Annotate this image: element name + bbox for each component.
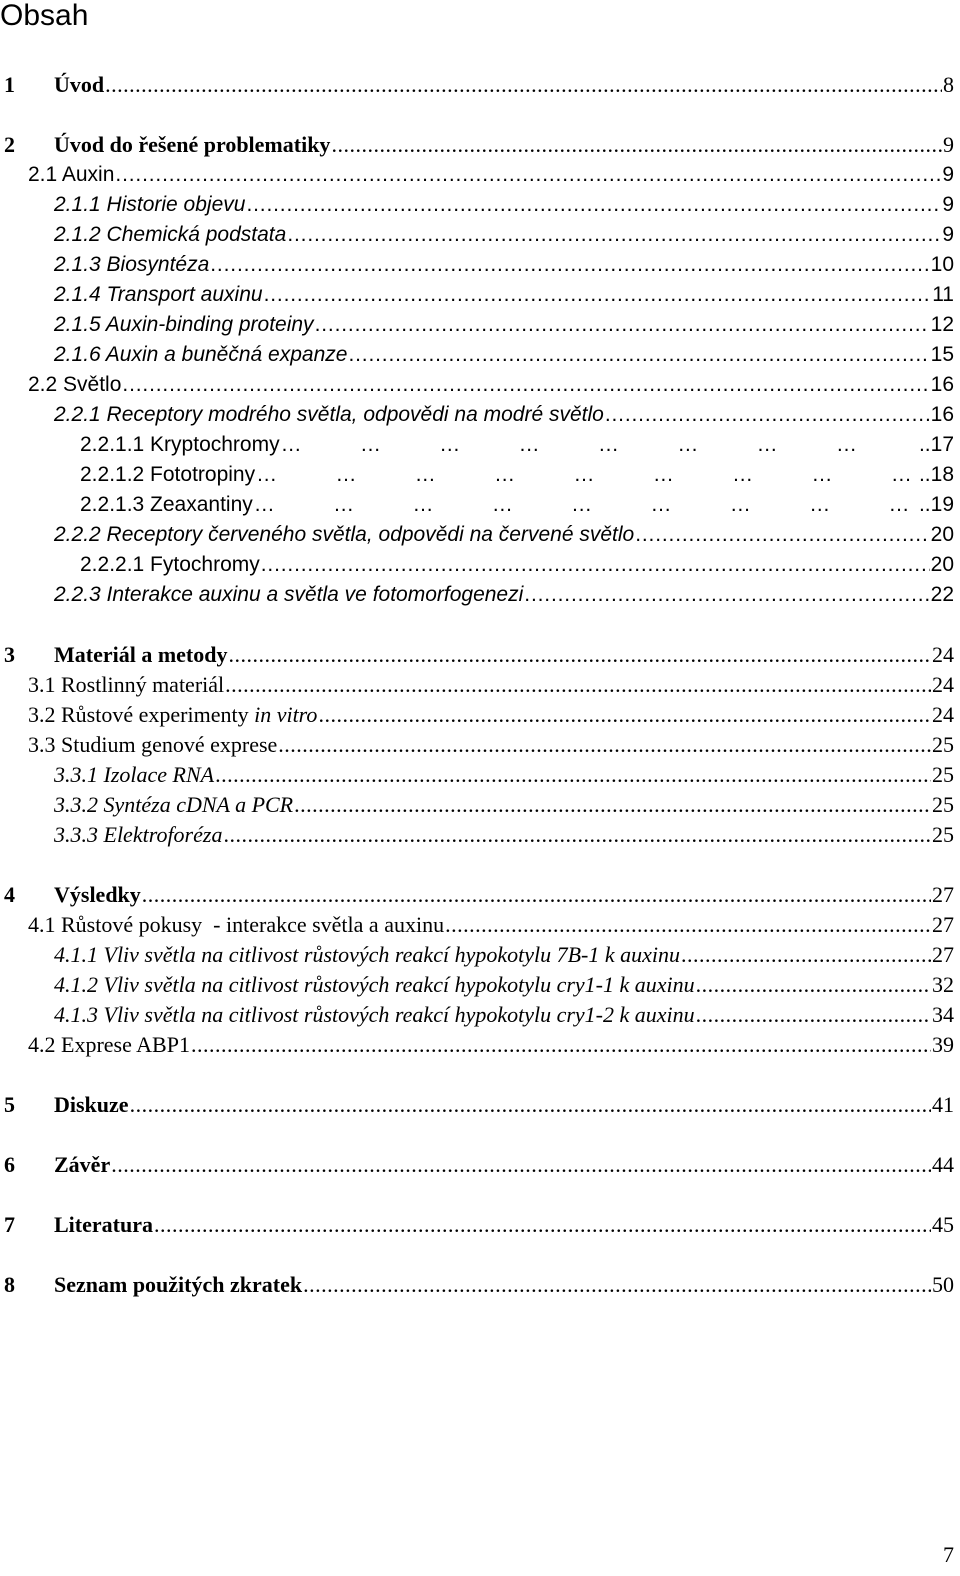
toc-leader [111,1150,931,1180]
toc-leader [318,700,931,730]
toc-entry-title: 3.1 Rostlinný materiál [28,672,225,697]
toc-page-number: 9 [942,163,954,186]
toc-leader [681,940,931,970]
toc-entry-title [28,700,317,730]
toc-entry-title: 2.1.4 Transport auxinu [54,283,263,306]
toc-page-number: 12 [930,313,954,336]
toc-page-number: ..19 [918,493,954,516]
toc-entry-1[interactable] [4,70,954,100]
toc-entry-4-1-3[interactable] [54,1000,954,1030]
toc-leader [281,430,918,460]
toc-leader [210,250,929,280]
toc-chapter-number: 4 [4,882,15,907]
toc-entry-2-1-5[interactable] [54,310,954,340]
toc-page-number: 24 [932,642,954,667]
toc-entry-6[interactable] [4,1150,954,1180]
toc-entry-title: 4.2 Exprese ABP1 [28,1032,190,1057]
toc-entry-title-main: 3.2 Růstové experimenty [28,702,255,727]
toc-entry-title: 2.1 Auxin [28,163,115,186]
toc-page-number: 8 [943,72,954,97]
toc-page-number: 24 [932,672,954,697]
toc-entry-2-1-3[interactable] [54,250,954,280]
toc-leader [605,400,930,430]
toc-entry-2-2-1-3[interactable] [80,490,954,520]
toc-leader [122,370,929,400]
toc-page-number: 25 [932,822,954,847]
toc-entry-2-2-1-1[interactable] [80,430,954,460]
toc-entry-7[interactable] [4,1210,954,1240]
toc-leader [348,340,929,370]
toc-page-number: 27 [932,942,954,967]
toc-entry-2-2-2[interactable] [54,520,954,550]
toc-leader [524,580,929,610]
toc-entry-3-1[interactable] [28,670,954,700]
toc-entry-2-2[interactable] [28,370,954,400]
toc-page-number: 20 [930,523,954,546]
toc-page-number: 9 [942,223,954,246]
toc-leader [445,910,931,940]
toc-chapter-number: 5 [4,1092,15,1117]
toc-leader [223,820,931,850]
toc-entry-2-2-1-2[interactable] [80,460,954,490]
toc-page-number: 16 [930,403,954,426]
toc-page-number: 16 [930,373,954,396]
toc-entry-title: 2.1.5 Auxin-binding proteiny [54,313,314,336]
toc-page-number: 9 [943,132,954,157]
toc-entry-title: 3.3 Studium genové exprese [28,732,278,757]
toc-entry-title: 4.1.2 Vliv světla na citlivost růstových reakcí hypokotylu cry1-1 k auxinu [54,972,695,997]
toc-entry-2[interactable] [4,130,954,160]
toc-leader [278,730,931,760]
toc-chapter-number: 2 [4,132,15,157]
toc-page-number: 27 [932,912,954,937]
toc-page-number: 24 [932,702,954,727]
toc-chapter-number: 6 [4,1152,15,1177]
toc-page-number: 25 [932,762,954,787]
toc-entry-title: Výsledky [54,882,141,907]
toc-leader [130,1090,931,1120]
toc-entry-2-1-2[interactable] [54,220,954,250]
page-number: 7 [943,1542,954,1567]
toc-chapter-number: 3 [4,642,15,667]
toc-entry-title: 2.2 Světlo [28,373,122,396]
toc-entry-2-1-1[interactable] [54,190,954,220]
page-title: Obsah [0,0,89,32]
toc-leader [264,280,932,310]
toc-chapter-number: 7 [4,1212,15,1237]
toc-chapter-number: 1 [4,72,15,97]
toc-entry-2-2-1[interactable] [54,400,954,430]
toc-entry-title: Diskuze [54,1092,129,1117]
toc-leader [246,190,941,220]
toc-page-number: 10 [930,253,954,276]
toc-entry-title: 2.1.2 Chemická podstata [54,223,287,246]
toc-page-number: 25 [932,732,954,757]
toc-leader [696,970,931,1000]
toc-page-number: 11 [932,283,954,306]
toc-page-number: ..18 [918,463,954,486]
toc-entry-4-1-1[interactable] [54,940,954,970]
toc-entry-title: 2.2.1.3 Zeaxantiny [80,493,253,516]
toc-page-number: 20 [930,553,954,576]
toc-leader [191,1030,931,1060]
toc-entry-title: 2.1.3 Biosyntéza [54,253,210,276]
toc-entry-2-2-2-1[interactable] [80,550,954,580]
toc-leader [331,130,942,160]
toc-leader [142,880,931,910]
toc-leader [696,1000,931,1030]
toc-page-number: 45 [932,1212,954,1237]
toc-entry-4[interactable] [4,880,954,910]
toc-leader [303,1270,931,1300]
toc-entry-3-3-2[interactable] [54,790,954,820]
toc-entry-title: 2.2.1 Receptory modrého světla, odpovědi na modré světlo [54,403,604,426]
toc-entry-title: 4.1.3 Vliv světla na citlivost růstových reakcí hypokotylu cry1-2 k auxinu [54,1002,695,1027]
toc-leader [115,160,941,190]
toc-entry-5[interactable] [4,1090,954,1120]
toc-entry-3[interactable] [4,640,954,670]
toc-page-number: 22 [930,583,954,606]
toc-entry-3-2[interactable] [28,700,954,730]
toc-page-number: 39 [932,1032,954,1057]
toc-page-number: ..17 [918,433,954,456]
toc-chapter-number: 8 [4,1272,15,1297]
toc-entry-title: 2.2.1.1 Kryptochromy [80,433,280,456]
toc-entry-title: 3.3.3 Elektroforéza [54,822,223,847]
toc-entry-8[interactable] [4,1270,954,1300]
toc-entry-title: Materiál a metody [54,642,228,667]
toc-page-number: 32 [932,972,954,997]
toc-entry-4-2[interactable] [28,1030,954,1060]
toc-leader [256,460,918,490]
toc-entry-2-2-3[interactable] [54,580,954,610]
toc-leader [254,490,918,520]
toc-leader [154,1210,931,1240]
toc-entry-title: 2.2.2 Receptory červeného světla, odpovědi na červené světlo [54,523,635,546]
toc-entry-title: 2.1.1 Historie objevu [54,193,246,216]
toc-entry-title: Úvod [54,72,105,97]
toc-entry-title: 4.1.1 Vliv světla na citlivost růstových reakcí hypokotylu 7B-1 k auxinu [54,942,681,967]
toc-entry-title: Úvod do řešené problematiky [54,132,331,157]
toc-entry-3-3[interactable] [28,730,954,760]
toc-entry-title: 4.1 Růstové pokusy - interakce světla a auxinu [28,912,445,937]
toc-entry-title: 3.3.2 Syntéza cDNA a PCR [54,792,294,817]
toc-page-number: 25 [932,792,954,817]
toc-leader [215,760,931,790]
toc-leader [294,790,931,820]
toc-entry-title: 2.1.6 Auxin a buněčná expanze [54,343,348,366]
toc-page-number: 44 [932,1152,954,1177]
toc-entry-title: 3.3.1 Izolace RNA [54,762,215,787]
toc-entry-3-3-1[interactable] [54,760,954,790]
toc-entry-title: 2.2.3 Interakce auxinu a světla ve fotomorfogenezi [54,583,524,606]
toc-leader [229,640,932,670]
toc-page-number: 50 [932,1272,954,1297]
toc-leader [287,220,941,250]
toc-entry-title: 2.2.1.2 Fototropiny [80,463,256,486]
toc-entry-4-1[interactable] [28,910,954,940]
toc-leader [105,70,942,100]
toc-page-number: 34 [932,1002,954,1027]
toc-entry-title-italic: in vitro [254,702,318,727]
toc-entry-4-1-2[interactable] [54,970,954,1000]
toc-entry-title: 2.2.2.1 Fytochromy [80,553,260,576]
toc-entry-3-3-3[interactable] [54,820,954,850]
toc-entry-2-1-6[interactable] [54,340,954,370]
toc-entry-title: Seznam použitých zkratek [54,1272,303,1297]
toc-page-number: 15 [930,343,954,366]
toc-entry-title: Závěr [54,1152,111,1177]
toc-leader [225,670,931,700]
toc-leader [635,520,929,550]
toc-entry-2-1-4[interactable] [54,280,954,310]
toc-entry-title: Literatura [54,1212,153,1237]
toc-page-number: 9 [942,193,954,216]
toc-leader [261,550,930,580]
toc-page-number: 41 [932,1092,954,1117]
toc-leader [315,310,930,340]
toc-page-number: 27 [932,882,954,907]
toc-entry-2-1[interactable] [28,160,954,190]
